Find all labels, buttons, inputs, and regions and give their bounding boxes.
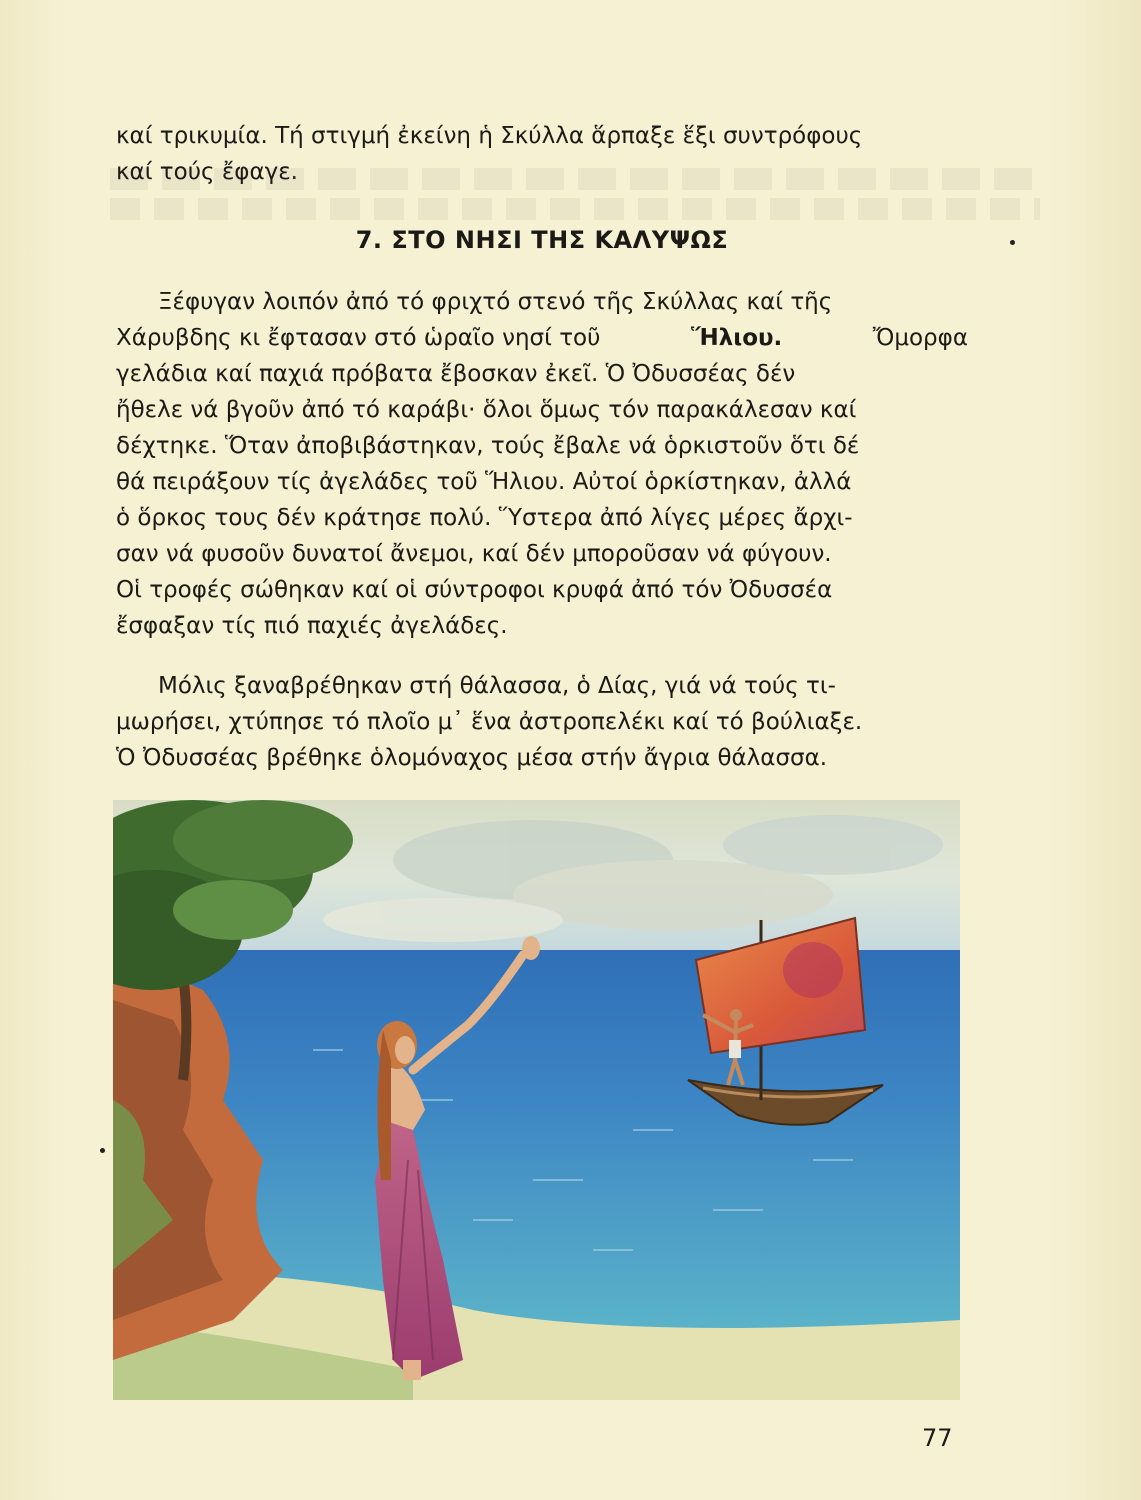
line-text: ἤθελε νά βγοῦν ἀπό τό καράβι· ὅλοι ὅμως τόν παρακάλεσαν καί xyxy=(116,397,857,423)
line-text: Ὄμορφα xyxy=(872,325,968,351)
emphasized-word: Ἥλιου. xyxy=(690,325,783,351)
text-line xyxy=(116,536,968,572)
text-line xyxy=(116,704,968,740)
illustration-svg xyxy=(113,800,960,1400)
illustration-calypso-waving xyxy=(113,800,960,1400)
text-line xyxy=(116,740,968,776)
line-text: Οἱ τροφές σώθηκαν καί οἱ σύντροφοι κρυφά ἀπό τόν Ὀδυσσέα xyxy=(116,577,833,603)
text-line xyxy=(116,428,968,464)
line-text: Ξέφυγαν λοιπόν ἀπό τό φριχτό στενό τῆς Σκύλλας καί τῆς xyxy=(158,289,833,315)
text-line xyxy=(116,284,968,320)
text-line xyxy=(116,356,968,392)
line-text: δέχτηκε. Ὅταν ἀποβιβάστηκαν, τούς ἔβαλε νά ὁρκιστοῦν ὅτι δέ xyxy=(116,433,860,459)
line-text: Χάρυβδης κι ἔφτασαν στό ὡραῖο νησί τοῦ xyxy=(116,325,601,351)
line-text: γελάδια καί παχιά πρόβατα ἔβοσκαν ἐκεῖ. Ὁ Ὀδυσσέας δέν xyxy=(116,361,796,387)
text-line xyxy=(116,320,968,356)
text-line xyxy=(116,668,968,704)
text-line xyxy=(116,154,968,190)
paragraph-zeus-punishment xyxy=(116,668,968,776)
paragraph-intro xyxy=(116,118,968,190)
paragraph-island-of-helios xyxy=(116,284,968,644)
line-text: ὁ ὅρκος τους δέν κράτησε πολύ. Ὕστερα ἀπό λίγες μέρες ἄρχι- xyxy=(116,505,853,531)
text-line xyxy=(116,608,968,644)
text-line xyxy=(116,464,968,500)
printer-mark xyxy=(100,1148,105,1153)
line-text: θά πειράξουν τίς ἀγελάδες τοῦ Ἥλιου. Αὐτοί ὁρκίστηκαν, ἀλλά xyxy=(116,469,852,495)
line-text: ἔσφαξαν τίς πιό παχιές ἀγελάδες. xyxy=(116,613,508,639)
text-line xyxy=(116,500,968,536)
line-text: καί τρικυμία. Τή στιγμή ἐκείνη ἡ Σκύλλα ἅρπαξε ἕξι συντρόφους xyxy=(116,123,863,149)
line-text: σαν νά φυσοῦν δυνατοί ἄνεμοι, καί δέν μποροῦσαν νά φύγουν. xyxy=(116,541,832,567)
line-text: καί τούς ἔφαγε. xyxy=(116,159,298,185)
line-text: Ὁ Ὀδυσσέας βρέθηκε ὁλομόναχος μέσα στήν ἄγρια θάλασσα. xyxy=(116,745,828,771)
printer-mark xyxy=(1010,240,1015,245)
line-text: μωρήσει, χτύπησε τό πλοῖο μ᾽ ἕνα ἀστροπελέκι καί τό βούλιαξε. xyxy=(116,709,863,735)
page-number: 77 xyxy=(922,1424,953,1452)
text-line xyxy=(116,392,968,428)
section-heading: 7. ΣΤΟ ΝΗΣΙ ΤΗΣ ΚΑΛΥΨΩΣ xyxy=(355,226,729,254)
text-line xyxy=(116,572,968,608)
text-line xyxy=(116,118,968,154)
line-text: Μόλις ξαναβρέθηκαν στή θάλασσα, ὁ Δίας, γιά νά τούς τι- xyxy=(158,673,836,699)
